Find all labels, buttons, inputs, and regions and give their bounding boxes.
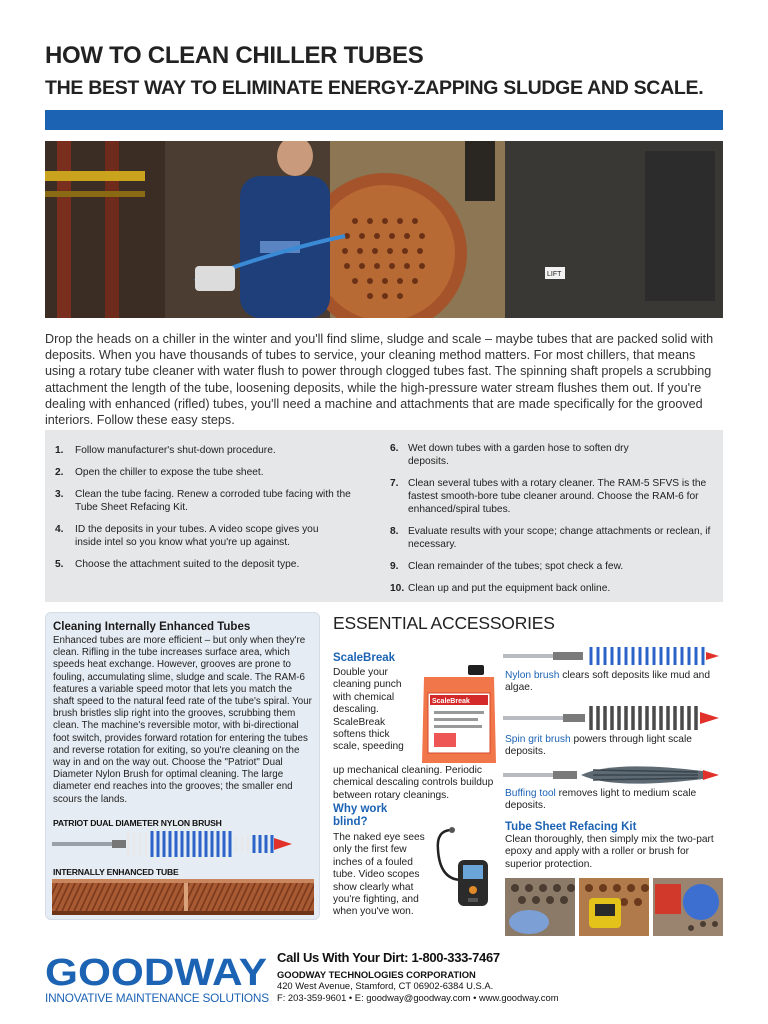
step-number: 6. xyxy=(390,443,399,454)
spin-grit-desc: powers through light scale deposits. xyxy=(505,734,692,758)
step-text: Clean up and put the equipment back online. xyxy=(408,583,611,594)
step-number: 4. xyxy=(55,524,64,535)
step-number: 8. xyxy=(390,526,399,537)
intro-paragraph: Drop the heads on a chiller in the winter and you'll find slime, sludge and scale – maybe tubes that are packed solid with deposits. When you have thousands of tubes to service, your cleaning method matters. For most chillers, that means using a rotary tube cleaner with water flush to power through clogged tubes fast. The spinning shaft propels a scrubbing attachment the length of the tube, loosening deposits, while the high-pressure water stream flushes them out. If you're dealing with enhanced (rifled) tubes, you'll need a machine and attachments that are made specifically for the grooved interiors. Follow these easy steps. xyxy=(45,332,714,428)
hero-illustration xyxy=(45,141,723,318)
steps-panel xyxy=(45,430,723,602)
tube-label: INTERNALLY ENHANCED TUBE xyxy=(53,867,179,877)
buffing-tool-image xyxy=(503,762,723,788)
refacing-kit-text: Clean thoroughly, then simply mix the two-part epoxy and apply with a roller or brush for superior protection. xyxy=(505,834,714,870)
footer-tagline: INNOVATIVE MAINTENANCE SOLUTIONS xyxy=(45,991,269,1005)
footer-corporation: GOODWAY TECHNOLOGIES CORPORATION xyxy=(277,969,476,980)
step-number: 7. xyxy=(390,478,399,489)
step-number: 10. xyxy=(390,583,405,594)
spin-grit-brush-image xyxy=(503,704,723,732)
step-item xyxy=(45,488,375,514)
step-number: 5. xyxy=(55,559,64,570)
refacing-kit-heading: Tube Sheet Refacing Kit xyxy=(505,821,637,833)
accent-bar xyxy=(45,110,723,130)
buffing-tool-link[interactable]: Buffing tool xyxy=(505,788,556,799)
spin-grit-link[interactable]: Spin grit brush xyxy=(505,734,571,745)
step-number: 2. xyxy=(55,467,64,478)
step-item xyxy=(380,477,720,516)
step-text: Wet down tubes with a garden hose to soften dry deposits. xyxy=(408,443,629,467)
spin-grit-text xyxy=(505,734,723,759)
step-item xyxy=(45,523,345,549)
refacing-kit-images xyxy=(505,878,723,936)
scalebreak-text-narrow: Double your cleaning punch with chemical descaling. ScaleBreak softens thick scale, speeding xyxy=(333,667,404,753)
nylon-brush-text xyxy=(505,670,723,695)
logo-text: GOODWAY xyxy=(45,952,267,990)
step-item xyxy=(45,444,375,457)
scalebreak-text-wide: up mechanical cleaning. Periodic chemical descaling controls buildup between rotary cleanings. xyxy=(333,765,494,801)
nylon-brush-desc: clears soft deposits like mud and algae. xyxy=(505,670,710,694)
scalebreak-heading: ScaleBreak xyxy=(333,652,396,664)
footer-address: 420 West Avenue, Stamford, CT 06902-6384 U.S.A. xyxy=(277,980,494,991)
step-text: ID the deposits in your tubes. A video scope gives you inside intel so you know what you're up against. xyxy=(75,524,319,548)
videoscope-image xyxy=(432,820,502,920)
step-text: Follow manufacturer's shut-down procedure. xyxy=(75,445,276,456)
step-item xyxy=(380,525,720,551)
step-text: Clean the tube facing. Renew a corroded tube facing with the Tube Sheet Refacing Kit. xyxy=(75,489,351,513)
hero-photo xyxy=(45,141,723,318)
buffing-tool-desc: removes light to medium scale deposits. xyxy=(505,788,697,812)
steps-list-left xyxy=(45,444,375,580)
patriot-brush-image xyxy=(52,829,314,859)
step-text: Clean several tubes with a rotary cleaner. The RAM-5 SFVS is the fastest smooth-bore tube cleaner around. Choose the RAM-6 for enhanced/spiral tubes. xyxy=(408,478,707,515)
step-item xyxy=(380,442,640,468)
footer-call: Call Us With Your Dirt: 1-800-333-7467 xyxy=(277,950,500,965)
buffing-tool-text xyxy=(505,788,723,813)
steps-list-right xyxy=(380,442,720,604)
nylon-brush-link[interactable]: Nylon brush xyxy=(505,670,560,681)
scalebreak-jug-image xyxy=(418,663,500,767)
step-text: Evaluate results with your scope; change attachments or reclean, if necessary. xyxy=(408,526,711,550)
step-item xyxy=(45,558,375,571)
page-subtitle: THE BEST WAY TO ELIMINATE ENERGY-ZAPPING SLUDGE AND SCALE. xyxy=(45,77,704,99)
step-text: Choose the attachment suited to the deposit type. xyxy=(75,559,300,570)
videoscope-heading: Why work blind? xyxy=(333,803,388,828)
step-item xyxy=(45,466,375,479)
step-number: 9. xyxy=(390,561,399,572)
lift-sign-text: LIFT xyxy=(547,271,562,278)
videoscope-text: The naked eye sees only the first few inches of a fouled tube. Video scopes show clearly what you're fighting, and when you've won. xyxy=(333,832,425,918)
page-title: HOW TO CLEAN CHILLER TUBES xyxy=(45,42,424,69)
enhanced-tubes-panel xyxy=(45,612,320,920)
step-number: 3. xyxy=(55,489,64,500)
step-text: Open the chiller to expose the tube sheet. xyxy=(75,467,264,478)
goodway-logo xyxy=(45,952,270,990)
step-text: Clean remainder of the tubes; spot check a few. xyxy=(408,561,624,572)
enhanced-tubes-text: Enhanced tubes are more efficient – but only when they're clean. Rifling in the tube increases surface area, which speeds heat exchange. However, grooves are prone to fouling, accumulating slime, sludge and scale. The RAM-6 features a variable speed motor that lets you match the shaft speed to the natural feed rate of the tube's spiral. Your brush bristles slip right into the grooves, scrubbing them clean. The machine's reversible motor, with bi-directional foot switch, provides forward rotation for entering the tubes and reverse rotation for exiting, so you're cleaning on the way in and on the way out. Choose the "Patriot" Dual Diameter Nylon Brush for optimal cleaning. The large diameter end reaches into the grooves; the smaller end scours the lands. xyxy=(53,635,312,805)
accessories-title: ESSENTIAL ACCESSORIES xyxy=(333,613,555,633)
jug-label: ScaleBreak xyxy=(432,698,470,705)
step-number: 1. xyxy=(55,445,64,456)
enhanced-tubes-title: Cleaning Internally Enhanced Tubes xyxy=(53,621,251,633)
footer-contact[interactable]: F: 203-359-9601 • E: goodway@goodway.com • www.goodway.com xyxy=(277,992,559,1003)
step-item xyxy=(380,560,720,573)
brush-label: PATRIOT DUAL DIAMETER NYLON BRUSH xyxy=(53,818,222,828)
nylon-brush-image xyxy=(503,645,723,667)
enhanced-tube-image xyxy=(52,879,314,915)
step-item xyxy=(380,582,720,595)
